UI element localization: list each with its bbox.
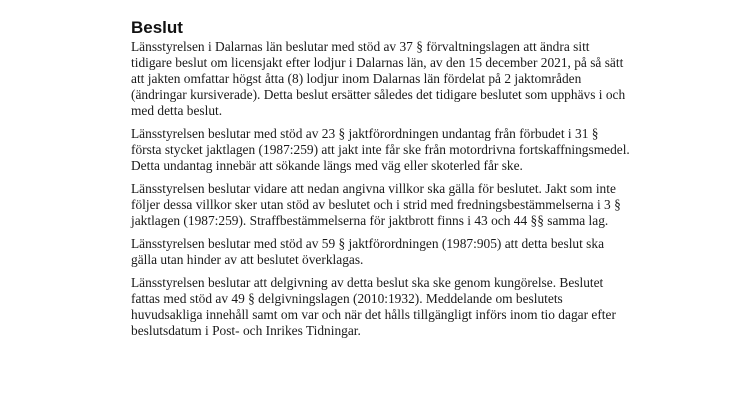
section-heading: Beslut [131, 18, 183, 37]
paragraph-decision-amendment: Länsstyrelsen i Dalarnas län beslutar med stöd av 37 § förvaltningslagen att ändra sitt tidigare beslut om licensjakt efter lodjur i Dalarnas län, av den 15 december 2021, på så sätt att jakten omfattar högst åtta (8) lodjur inom Dalarnas län fördelat på 2 jaktområden (ändringar kursiverade). Detta beslut ersätter således det tidigare beslutet som upphävs i och med detta beslut. [131, 39, 626, 118]
paragraph-vehicle-exemption: Länsstyrelsen beslutar med stöd av 23 § jaktförordningen undantag från förbudet i 31 § första stycket jaktlagen (1987:259) att jakt inte får ske från motordrivna fortskaffningsmedel. Detta undantag innebär att sökande längs med väg eller skoterled får ske. [131, 126, 630, 173]
paragraph-immediate-effect: Länsstyrelsen beslutar med stöd av 59 § jaktförordningen (1987:905) att detta beslut ska gälla utan hinder av att beslutet överklagas. [131, 236, 605, 267]
paragraph-conditions: Länsstyrelsen beslutar vidare att nedan angivna villkor ska gälla för beslutet. Jakt som inte följer dessa villkor sker utan stöd av beslutet och i strid med fredningsbestämmelserna i 3 § jaktlagen (1987:259). Straffbestämmelserna för jaktbrott finns i 43 och 44 §§ samma lag. [131, 181, 621, 228]
paragraph-service-notice: Länsstyrelsen beslutar att delgivning av detta beslut ska ske genom kungörelse. Beslutet fattas med stöd av 49 § delgivningslagen (2010:1932). Meddelande om beslutets huvudsakliga innehåll samt om var och när det hålls tillgängligt införs inom tio dagar efter beslutsdatum i Post- och Inrikes Tidningar. [131, 275, 616, 338]
document-body [131, 18, 631, 346]
